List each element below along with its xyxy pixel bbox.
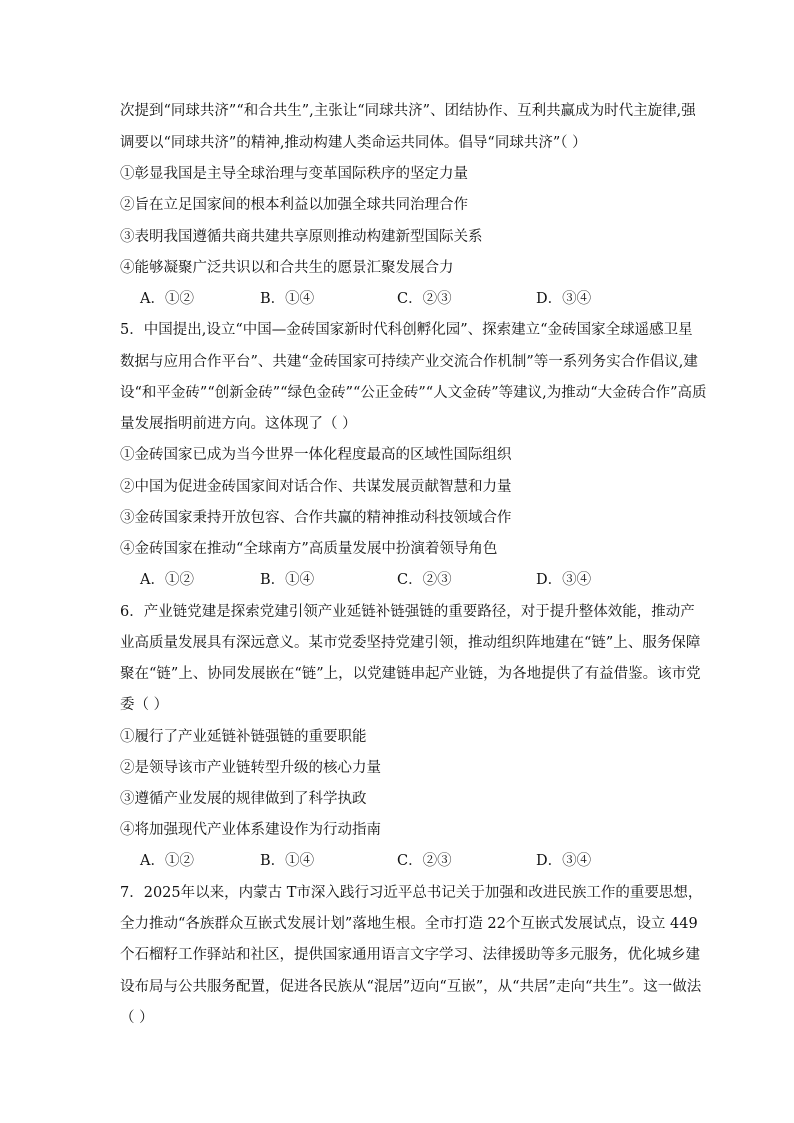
q5-statement-1: ①金砖国家已成为当今世界一体化程度最高的区域性国际组织 [120, 447, 512, 463]
q6-statement-1: ①履行了产业延链补链强链的重要职能 [120, 729, 367, 745]
q7-stem-line-2: 全力推动“各族群众互嵌式发展计划”落地生根。全市打造 22个互嵌式发展试点，设立 449 [120, 916, 698, 932]
q6-option-b[interactable]: B．①④ [260, 853, 315, 869]
q4-stem-line-2: 调要以“同球共济”的精神,推动构建人类命运共同体。倡导“同球共济”（ ） [120, 135, 587, 151]
q5-stem-line-3: 设“和平金砖”“创新金砖”“绿色金砖”“公正金砖”“人文金砖”等建议,为推动“大金砖合作”高质 [120, 385, 707, 401]
q7-stem-line-1: 7．2025年以来，内蒙古 T市深入践行习近平总书记关于加强和改进民族工作的重要思想， [120, 885, 703, 901]
q5-option-d[interactable]: D．③④ [536, 572, 592, 588]
q6-stem-line-1: 6．产业链党建是探索党建引领产业延链补链强链的重要路径，对于提升整体效能，推动产 [120, 604, 695, 620]
q5-stem-line-1: 5．中国提出,设立“中国—金砖国家新时代科创孵化园”、探索建立“金砖国家全球遥感卫星 [120, 322, 693, 338]
q5-statement-2: ②中国为促进金砖国家间对话合作、共谋发展贡献智慧和力量 [120, 479, 512, 495]
q5-statement-4: ④金砖国家在推动“全球南方”高质量发展中扮演着领导角色 [120, 541, 498, 557]
q6-statement-3: ③遵循产业发展的规律做到了科学执政 [120, 791, 367, 807]
q4-statement-1: ①彰显我国是主导全球治理与变革国际秩序的坚定力量 [120, 166, 468, 182]
q4-statement-3: ③表明我国遵循共商共建共享原则推动构建新型国际关系 [120, 229, 483, 245]
q5-stem-line-4: 量发展指明前进方向。这体现了（ ） [120, 416, 357, 432]
q6-stem-line-2: 业高质量发展具有深远意义。某市党委坚持党建引领，推动组织阵地建在“链”上、服务保障 [120, 635, 701, 651]
q6-statement-2: ②是领导该市产业链转型升级的核心力量 [120, 760, 381, 776]
q4-statement-4: ④能够凝聚广泛共识以和合共生的愿景汇聚发展合力 [120, 260, 454, 276]
q7-stem-line-3: 个石榴籽工作驿站和社区，提供国家通用语言文字学习、法律援助等多元服务，优化城乡建 [120, 947, 700, 963]
q4-option-d[interactable]: D．③④ [536, 291, 592, 307]
q4-option-a[interactable]: A．①② [140, 291, 194, 307]
q6-option-a[interactable]: A．①② [140, 853, 194, 869]
q4-option-b[interactable]: B．①④ [260, 291, 315, 307]
q6-option-c[interactable]: C．②③ [397, 853, 452, 869]
q5-stem-line-2: 数据与应用合作平台”、共建“金砖国家可持续产业交流合作机制”等一系列务实合作倡议,建 [120, 354, 698, 370]
q4-stem-line-1: 次提到“同球共济”“和合共生”,主张让“同球共济”、团结协作、互利共赢成为时代主旋律,强 [120, 103, 696, 119]
q4-statement-2: ②旨在立足国家间的根本利益以加强全球共同治理合作 [120, 197, 468, 213]
q6-stem-line-3: 聚在“链”上、协同发展嵌在“链”上，以党建链串起产业链，为各地提供了有益借鉴。该市党 [120, 666, 701, 682]
q7-stem-line-5: （ ） [120, 1010, 154, 1026]
q5-statement-3: ③金砖国家秉持开放包容、合作共赢的精神推动科技领域合作 [120, 510, 512, 526]
q7-stem-line-4: 设布局与公共服务配置，促进各民族从“混居”迈向“互嵌”，从“共居”走向“共生”。这一做法 [120, 979, 702, 995]
q5-option-a[interactable]: A．①② [140, 572, 194, 588]
q4-option-c[interactable]: C．②③ [397, 291, 452, 307]
q6-statement-4: ④将加强现代产业体系建设作为行动指南 [120, 822, 381, 838]
q6-option-d[interactable]: D．③④ [536, 853, 592, 869]
q5-option-b[interactable]: B．①④ [260, 572, 315, 588]
q5-option-c[interactable]: C．②③ [397, 572, 452, 588]
q6-stem-line-4: 委（ ） [120, 697, 169, 713]
